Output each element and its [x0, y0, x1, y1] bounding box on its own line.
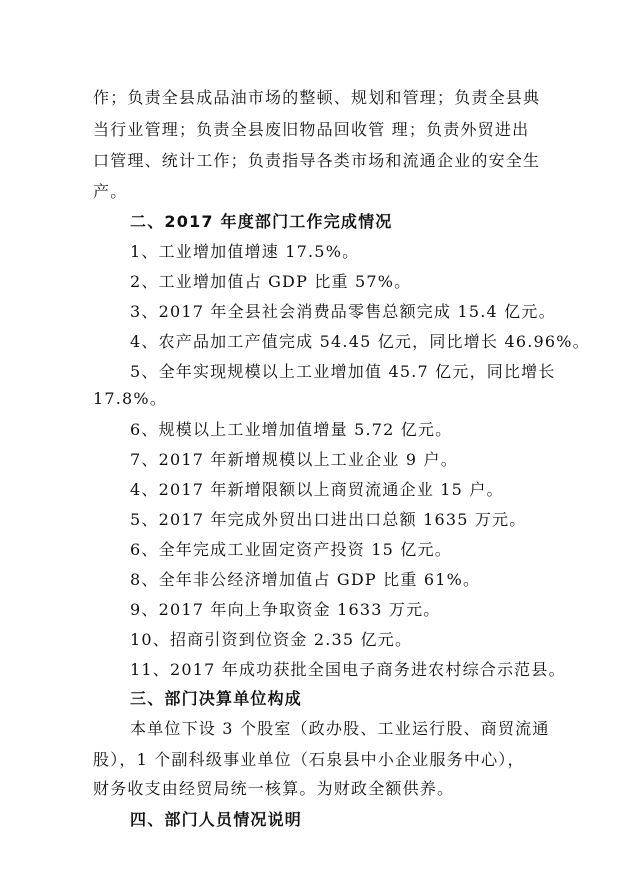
- list-item: 7、2017 年新增规模以上工业企业 9 户。: [130, 450, 458, 469]
- paragraph-line: 股），1 个副科级事业单位（石泉县中小企业服务中心），: [93, 750, 525, 769]
- paragraph-line: 本单位下设 3 个股室（政办股、工业运行股、商贸流通: [130, 719, 550, 738]
- section-heading: 四、部门人员情况说明: [130, 810, 303, 829]
- paragraph-line: 财务收支由经贸局统一核算。为财政全额供养。: [93, 779, 455, 798]
- section-heading: 三、部门决算单位构成: [130, 689, 303, 708]
- list-item: 3、2017 年全县社会消费品零售总额完成 15.4 亿元。: [130, 302, 556, 321]
- list-item: 5、全年实现规模以上工业增加值 45.7 亿元，同比增长: [130, 362, 556, 381]
- section-heading: 二、2017 年度部门工作完成情况: [130, 212, 393, 231]
- list-item: 1、工业增加值增速 17.5%。: [130, 242, 360, 261]
- list-item: 8、全年非公经济增加值占 GDP 比重 61%。: [130, 570, 481, 589]
- list-item: 9、2017 年向上争取资金 1633 万元。: [130, 600, 441, 619]
- paragraph-line: 产。: [93, 182, 128, 201]
- paragraph-line: 当行业管理；负责全县废旧物品回收管 理；负责外贸进出: [93, 120, 530, 139]
- paragraph-line: 口管理、统计工作；负责指导各类市场和流通企业的安全生: [93, 151, 541, 170]
- list-item-continuation: 17.8%。: [93, 389, 168, 408]
- list-item: 10、招商引资到位资金 2.35 亿元。: [130, 630, 413, 649]
- list-item: 4、农产品加工产值完成 54.45 亿元，同比增长 46.96%。: [130, 332, 590, 351]
- list-item: 6、全年完成工业固定资产投资 15 亿元。: [130, 540, 452, 559]
- paragraph-line: 作；负责全县成品油市场的整顿、规划和管理；负责全县典: [93, 88, 541, 107]
- list-item: 11、2017 年成功获批全国电子商务进农村综合示范县。: [130, 660, 566, 679]
- list-item: 2、工业增加值占 GDP 比重 57%。: [130, 272, 412, 291]
- list-item: 4、2017 年新增限额以上商贸流通企业 15 户。: [130, 480, 504, 499]
- list-item: 6、规模以上工业增加值增量 5.72 亿元。: [130, 420, 453, 439]
- list-item: 5、2017 年完成外贸出口进出口总额 1635 万元。: [130, 510, 527, 529]
